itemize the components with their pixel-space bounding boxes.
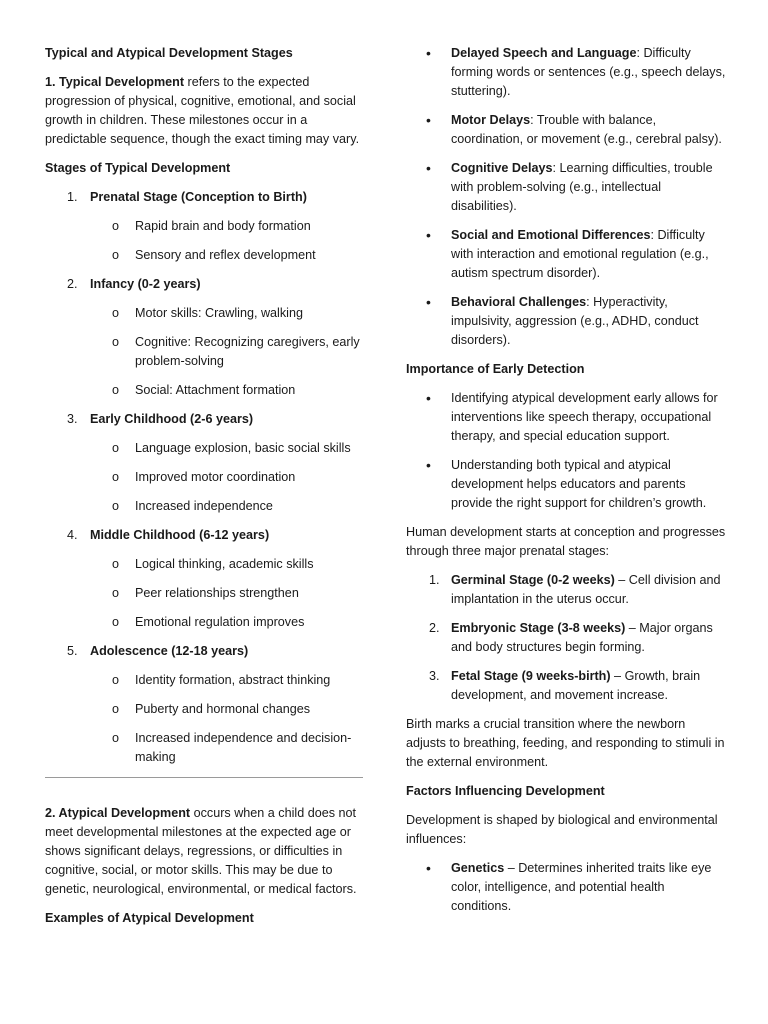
typical-development-intro bbox=[45, 73, 363, 149]
prenatal-stage-item bbox=[406, 619, 728, 657]
circle-bullet-icon: o bbox=[112, 441, 120, 455]
early-detection-heading: Importance of Early Detection bbox=[406, 362, 585, 376]
sub-item-text: Increased independence and decision-making bbox=[135, 731, 352, 764]
sub-item-text: Rapid brain and body formation bbox=[135, 219, 311, 233]
bullet-icon: • bbox=[426, 390, 431, 406]
example-item bbox=[406, 226, 728, 283]
example-term: Motor Delays bbox=[451, 113, 531, 127]
factors-list bbox=[406, 859, 728, 916]
circle-bullet-icon: o bbox=[112, 557, 120, 571]
prenatal-stage-text: – Cell division and implantation in the uterus occur. bbox=[451, 573, 721, 606]
stages-list bbox=[45, 188, 363, 767]
bullet-icon: • bbox=[426, 860, 431, 876]
left-column bbox=[45, 44, 363, 938]
stage-title: Early Childhood (2-6 years) bbox=[90, 412, 254, 426]
prenatal-stage-number: 3. bbox=[429, 669, 440, 683]
stage-title: Middle Childhood (6-12 years) bbox=[90, 528, 270, 542]
right-column bbox=[406, 44, 728, 926]
stage-title: Adolescence (12-18 years) bbox=[90, 644, 249, 658]
stage-item bbox=[45, 188, 363, 265]
typical-development-term: 1. Typical Development bbox=[45, 75, 185, 89]
prenatal-stage-number: 2. bbox=[429, 621, 440, 635]
example-item bbox=[406, 293, 728, 350]
detection-text: Identifying atypical development early allows for interventions like speech therapy, occupational therapy, and special education support. bbox=[451, 391, 718, 443]
example-item bbox=[406, 44, 728, 101]
birth-paragraph: Birth marks a crucial transition where the newborn adjusts to breathing, feeding, and responding to stimuli in the external environment. bbox=[406, 717, 725, 769]
stage-item bbox=[45, 410, 363, 516]
example-text: : Difficulty forming words or sentences (e.g., speech delays, stuttering). bbox=[451, 46, 726, 98]
bullet-icon: • bbox=[426, 112, 431, 128]
sub-item bbox=[90, 497, 363, 516]
bullet-icon: • bbox=[426, 457, 431, 473]
circle-bullet-icon: o bbox=[112, 248, 120, 262]
detection-item bbox=[406, 389, 728, 446]
example-term: Delayed Speech and Language bbox=[451, 46, 637, 60]
stage-title: Infancy (0-2 years) bbox=[90, 277, 201, 291]
circle-bullet-icon: o bbox=[112, 470, 120, 484]
sub-item-text: Cognitive: Recognizing caregivers, early problem-solving bbox=[135, 335, 360, 368]
circle-bullet-icon: o bbox=[112, 586, 120, 600]
sub-item bbox=[90, 304, 363, 323]
sub-item-text: Logical thinking, academic skills bbox=[135, 557, 314, 571]
bullet-icon: • bbox=[426, 45, 431, 61]
sub-item bbox=[90, 700, 363, 719]
circle-bullet-icon: o bbox=[112, 219, 120, 233]
example-term: Social and Emotional Differences bbox=[451, 228, 651, 242]
bullet-icon: • bbox=[426, 294, 431, 310]
prenatal-intro: Human development starts at conception and progresses through three major prenatal stages: bbox=[406, 525, 726, 558]
atypical-examples-list bbox=[406, 44, 728, 350]
stage-sublist bbox=[90, 304, 363, 400]
example-text: : Hyperactivity, impulsivity, aggression (e.g., ADHD, conduct disorders). bbox=[451, 295, 699, 347]
atypical-development-intro bbox=[45, 804, 363, 899]
stage-number: 5. bbox=[67, 644, 78, 658]
sub-item-text: Sensory and reflex development bbox=[135, 248, 316, 262]
atypical-development-text: occurs when a child does not meet developmental milestones at the expected age or shows significant delays, regressions, or difficulties in cognitive, social, or motor skills. This may be due to genetic, neurological, environmental, or medical factors. bbox=[45, 806, 357, 896]
sub-item bbox=[90, 555, 363, 574]
factors-heading: Factors Influencing Development bbox=[406, 784, 605, 798]
examples-heading: Examples of Atypical Development bbox=[45, 911, 254, 925]
stage-sublist bbox=[90, 217, 363, 265]
typical-development-text: refers to the expected progression of physical, cognitive, emotional, and social growth in children. These milestones occur in a predictable sequence, though the exact timing may vary. bbox=[45, 75, 360, 146]
prenatal-stage-text: – Growth, brain development, and movement increase. bbox=[451, 669, 701, 702]
stage-sublist bbox=[90, 439, 363, 516]
circle-bullet-icon: o bbox=[112, 731, 120, 745]
sub-item-text: Increased independence bbox=[135, 499, 273, 513]
prenatal-stages-list bbox=[406, 571, 728, 705]
example-term: Cognitive Delays bbox=[451, 161, 553, 175]
example-item bbox=[406, 159, 728, 216]
prenatal-stage-title: Fetal Stage (9 weeks-birth) bbox=[451, 669, 611, 683]
sub-item bbox=[90, 439, 363, 458]
sub-item bbox=[90, 729, 363, 767]
stage-number: 4. bbox=[67, 528, 78, 542]
factor-item bbox=[406, 859, 728, 916]
sub-item-text: Emotional regulation improves bbox=[135, 615, 305, 629]
circle-bullet-icon: o bbox=[112, 702, 120, 716]
circle-bullet-icon: o bbox=[112, 615, 120, 629]
circle-bullet-icon: o bbox=[112, 335, 120, 349]
stages-heading: Stages of Typical Development bbox=[45, 161, 231, 175]
sub-item bbox=[90, 246, 363, 265]
prenatal-stage-number: 1. bbox=[429, 573, 440, 587]
prenatal-stage-item bbox=[406, 667, 728, 705]
document-title: Typical and Atypical Development Stages bbox=[45, 46, 293, 60]
prenatal-stage-title: Germinal Stage (0-2 weeks) bbox=[451, 573, 615, 587]
sub-item-text: Peer relationships strengthen bbox=[135, 586, 299, 600]
bullet-icon: • bbox=[426, 160, 431, 176]
circle-bullet-icon: o bbox=[112, 499, 120, 513]
prenatal-stage-text: – Major organs and body structures begin forming. bbox=[451, 621, 713, 654]
circle-bullet-icon: o bbox=[112, 383, 120, 397]
horizontal-divider bbox=[45, 777, 363, 778]
stage-number: 1. bbox=[67, 190, 78, 204]
sub-item bbox=[90, 671, 363, 690]
sub-item-text: Language explosion, basic social skills bbox=[135, 441, 351, 455]
stage-item bbox=[45, 275, 363, 400]
sub-item-text: Improved motor coordination bbox=[135, 470, 296, 484]
sub-item-text: Puberty and hormonal changes bbox=[135, 702, 311, 716]
example-term: Behavioral Challenges bbox=[451, 295, 587, 309]
factors-intro: Development is shaped by biological and environmental influences: bbox=[406, 813, 718, 846]
sub-item-text: Social: Attachment formation bbox=[135, 383, 296, 397]
factor-term: Genetics bbox=[451, 861, 505, 875]
sub-item bbox=[90, 217, 363, 236]
example-text: : Trouble with balance, coordination, or movement (e.g., cerebral palsy). bbox=[451, 113, 722, 146]
stage-item bbox=[45, 642, 363, 767]
example-text: : Difficulty with interaction and emotional regulation (e.g., autism spectrum disorder). bbox=[451, 228, 709, 280]
prenatal-stage-item bbox=[406, 571, 728, 609]
sub-item bbox=[90, 613, 363, 632]
sub-item bbox=[90, 381, 363, 400]
example-text: : Learning difficulties, trouble with problem-solving (e.g., intellectual disabilities). bbox=[451, 161, 713, 213]
prenatal-stage-title: Embryonic Stage (3-8 weeks) bbox=[451, 621, 626, 635]
stage-title: Prenatal Stage (Conception to Birth) bbox=[90, 190, 307, 204]
stage-item bbox=[45, 526, 363, 632]
detection-text: Understanding both typical and atypical development helps educators and parents provide the right support for children’s growth. bbox=[451, 458, 707, 510]
sub-item-text: Identity formation, abstract thinking bbox=[135, 673, 331, 687]
detection-item bbox=[406, 456, 728, 513]
sub-item bbox=[90, 468, 363, 487]
example-item bbox=[406, 111, 728, 149]
sub-item bbox=[90, 584, 363, 603]
stage-number: 3. bbox=[67, 412, 78, 426]
circle-bullet-icon: o bbox=[112, 673, 120, 687]
sub-item bbox=[90, 333, 363, 371]
circle-bullet-icon: o bbox=[112, 306, 120, 320]
sub-item-text: Motor skills: Crawling, walking bbox=[135, 306, 303, 320]
bullet-icon: • bbox=[426, 227, 431, 243]
atypical-development-term: 2. Atypical Development bbox=[45, 806, 191, 820]
early-detection-list bbox=[406, 389, 728, 513]
stage-number: 2. bbox=[67, 277, 78, 291]
stage-sublist bbox=[90, 555, 363, 632]
factor-text: – Determines inherited traits like eye color, intelligence, and potential health conditions. bbox=[451, 861, 712, 913]
stage-sublist bbox=[90, 671, 363, 767]
